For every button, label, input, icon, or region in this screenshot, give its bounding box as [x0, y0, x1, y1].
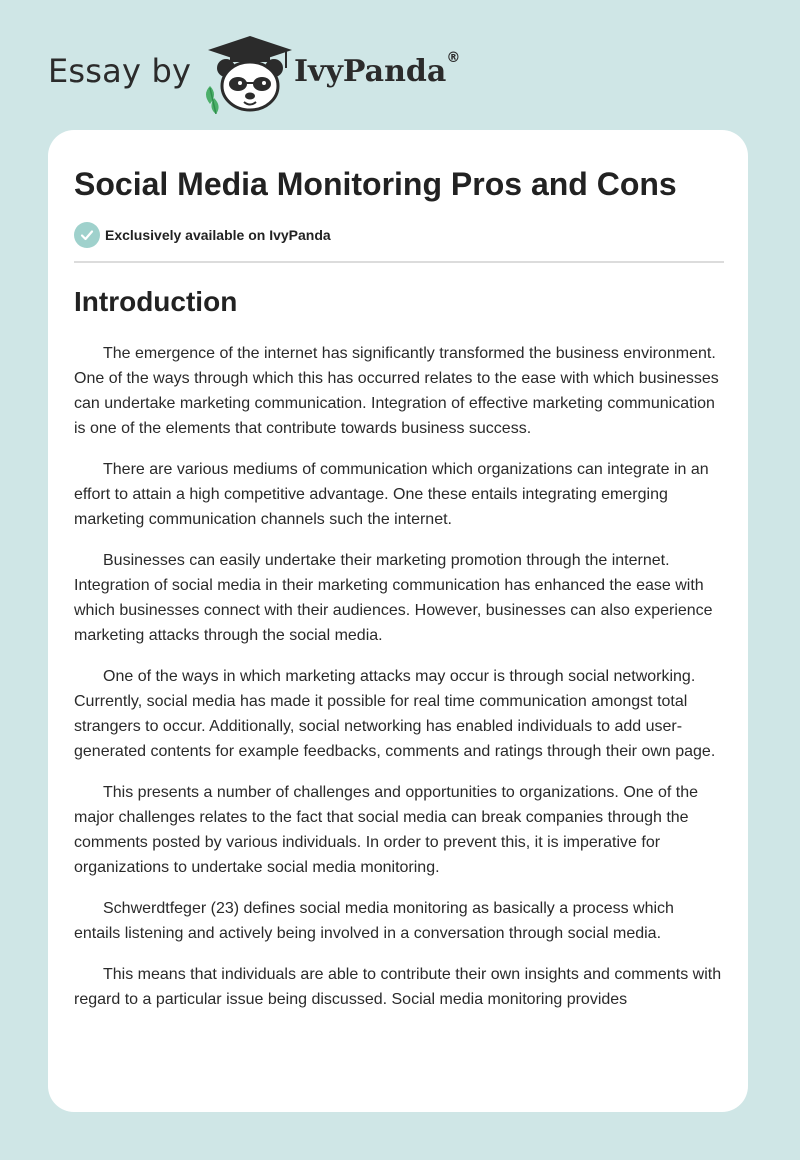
panda-logo-icon: [200, 34, 300, 114]
registered-mark: ®: [446, 50, 461, 66]
essay-by-label: Essay by: [48, 52, 192, 90]
essay-card: [48, 130, 748, 1112]
paragraph: There are various mediums of communication which organizations can integrate in an effort to attain a high competitive advantage. One these entails integrating emerging marketing communication channels such the internet.: [74, 461, 709, 528]
brand-name[interactable]: IvyPanda®: [294, 50, 461, 89]
exclusive-label: Exclusively available on IvyPanda: [105, 227, 331, 243]
page-title: Social Media Monitoring Pros and Cons: [74, 166, 677, 202]
paragraph: Businesses can easily undertake their marketing promotion through the internet. Integration of social media in their marketing communication has enhanced the ease with which businesses connect with their audiences. However, businesses can also experience marketing attacks through the social media.: [74, 552, 713, 644]
paragraph: One of the ways in which marketing attacks may occur is through social networking. Currently, social media has made it possible for real time communication amongst total strangers to occur. Additionally, social networking has enabled individuals to add user-generated contents for example feedbacks, comments and ratings through their own page.: [74, 668, 716, 760]
paragraph: This presents a number of challenges and opportunities to organizations. One of the major challenges relates to the fact that social media can break companies through the comments posted by various individuals. In order to prevent this, it is imperative for organizations to undertake social media monitoring.: [74, 784, 699, 876]
check-icon: [74, 222, 100, 248]
site-header: [48, 30, 548, 114]
paragraph: This means that individuals are able to contribute their own insights and comments with regard to a particular issue being discussed. Social media monitoring provides: [74, 966, 722, 1008]
exclusive-badge: [74, 222, 331, 248]
divider: [74, 261, 724, 263]
paragraph: Schwerdtfeger (23) defines social media monitoring as basically a process which entails listening and actively being involved in a conversation through social media.: [74, 900, 674, 942]
paragraph: The emergence of the internet has significantly transformed the business environment. One of the ways through which this has occurred relates to the ease with which businesses can undertake marketing communication. Integration of effective marketing communication is one of the elements that contribute towards business success.: [74, 345, 719, 437]
article-body: [74, 341, 724, 1028]
section-heading: Introduction: [74, 286, 238, 317]
